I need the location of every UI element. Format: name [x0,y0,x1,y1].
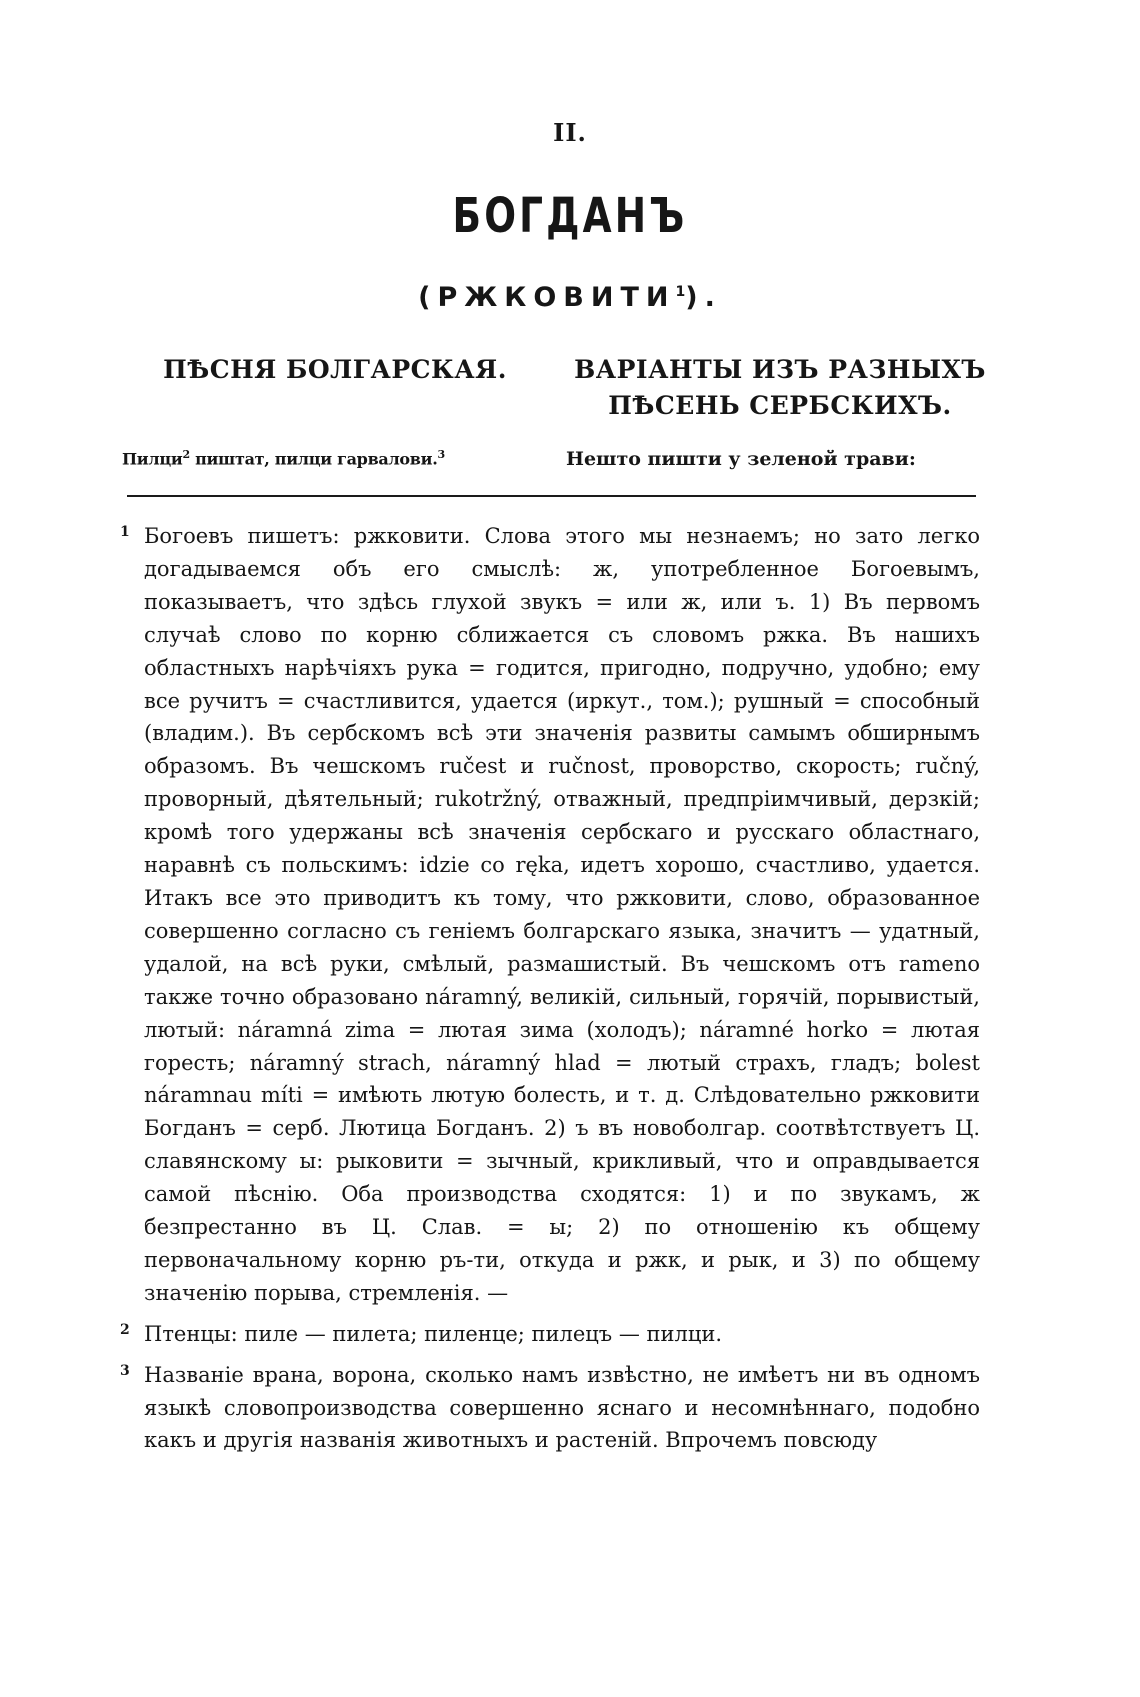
footnote-divider [127,495,976,497]
left-column-heading: ПѢСНЯ БОЛГАРСКАЯ. [163,355,507,384]
footnote-3 [120,1359,980,1458]
footnote-text: Птенцы: пиле — пилета; пиленце; пилецъ — пилци. [144,1321,723,1346]
footnote-ref-3: 3 [437,448,445,461]
verse-word: Пилци [122,449,183,469]
footnote-text: Богоевъ пишетъ: ржковити. Слова этого мы незнаемъ; но зато легко догадываемся объ его смыслѣ: ж, употребленное Богоевымъ, показываетъ, что здѣсь глухой звукъ = или ж, или ъ. 1) Въ первомъ случаѣ слово по корню сближается съ словомъ ржка. Въ нашихъ областныхъ нарѣчіяхъ рука = годится, пригодно, подручно, удобно; ему все ручитъ = счастливится, удается (иркут., том.); рушный = способный (владим.). Въ сербскомъ всѣ эти значенія развиты самымъ обширнымъ образомъ. Въ чешскомъ ručest и ručnost, проворство, скорость; ručný, проворный, дѣятельный; rukotržný, отважный, предпріимчивый, дерзкій; кромѣ того удержаны всѣ значенія сербскаго и русскаго областнаго, наравнѣ съ польскимъ: idzie co ręka, идетъ хорошо, счастливо, удается. Итакъ все это приводитъ къ тому, что ржковити, слово, образованное совершенно согласно съ геніемъ болгарскаго языка, значитъ — удатный, удалой, на всѣ руки, смѣлый, размашистый. Въ чешскомъ отъ rameno также точно образовано náramný, великій, сильный, горячій, порывистый, лютый: náramná zima = лютая зима (холодъ); náramné horko = лютая горесть; náramný strach, náramný hlad = лютый страхъ, гладъ; bolest náramnau míti = имѣють лютую болесть, и т. д. Слѣдовательно ржковити Богданъ = серб. Лютица Богданъ. 2) ъ въ новоболгар. соотвѣтствуетъ Ц. славянскому ы: рыковити = зычный, крикливый, что и оправдывается самой пѣснію. Оба производства сходятся: 1) и по звукамъ, ж безпрестанно въ Ц. Слав. = ы; 2) по отношенію къ общему первоначальному корню ръ-ти, откуда и ржк, и рык, и 3) по общему значенію порыва, стремленія. — [144,524,980,1305]
right-heading-line-1: ВАРІАНТЫ ИЗЪ РАЗНЫХЪ [574,355,986,384]
page-number: II. [553,118,587,147]
subtitle-text: (РЖКОВИТИ [418,282,676,313]
footnotes [120,520,980,1465]
subtitle [0,282,1140,313]
footnote-text: Названіе врана, ворона, сколько намъ извѣстно, не имѣетъ ни въ одномъ языкѣ словопроизводства совершенно яснаго и несомнѣннаго, подобно какъ и другія названія животныхъ и растеній. Впрочемъ повсюду [144,1362,980,1453]
left-verse [122,448,542,468]
right-heading-line-2: ПѢСЕНЬ СЕРБСКИХЪ. [608,391,952,420]
page-title: БОГДАНЪ [452,188,688,244]
right-verse: Нешто пишти у зеленой трави: [566,448,916,470]
footnote-marker: 3 [120,1362,130,1379]
subtitle-close: ). [685,282,722,313]
verse-rest: пиштат, пилци гарвалови. [189,449,438,469]
footnote-1 [120,520,980,1310]
footnote-ref-2: 2 [182,448,190,461]
footnote-marker: 1 [120,524,130,540]
footnote-marker: 2 [120,1321,130,1338]
right-column-heading [560,352,1000,424]
footnote-ref-1: 1 [675,284,686,300]
footnote-2 [120,1318,980,1351]
